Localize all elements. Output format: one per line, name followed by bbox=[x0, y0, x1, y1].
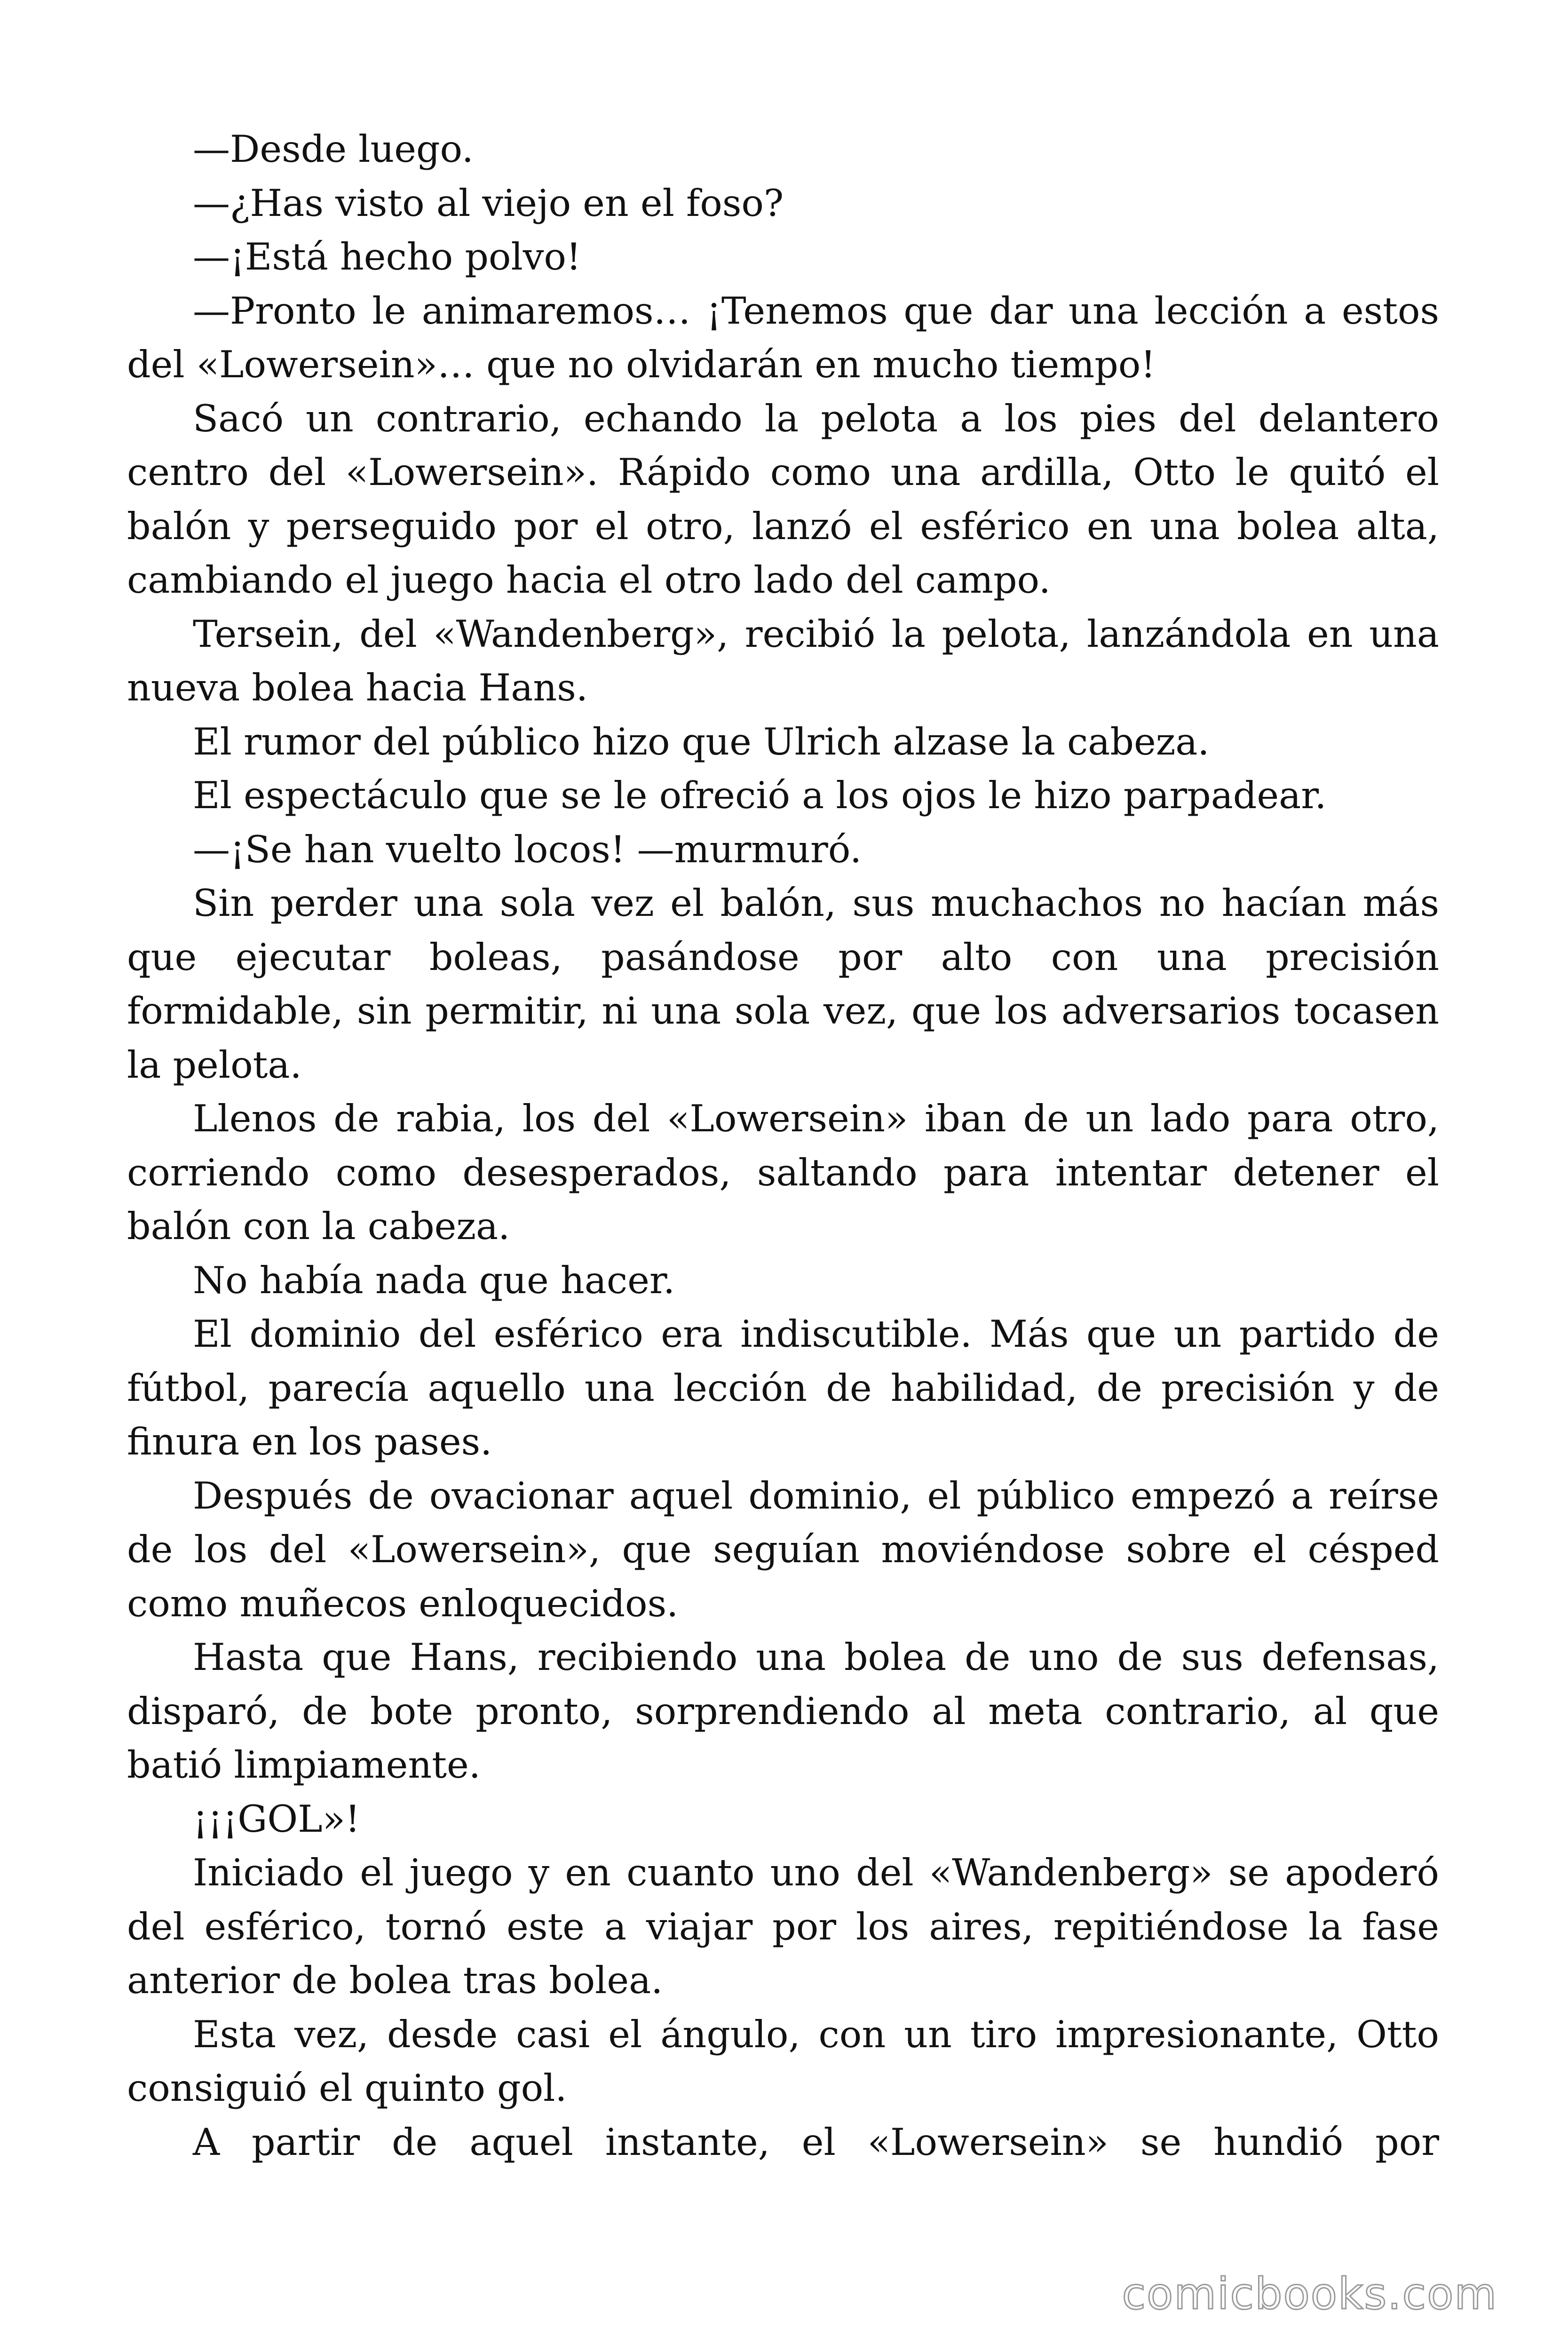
paragraph: ¡¡¡GOL»! bbox=[193, 1797, 360, 1841]
paragraph: —¿Has visto al viejo en el foso? bbox=[193, 181, 784, 225]
paragraph: Tersein, del «Wandenberg», recibió la pelota, lanzándola en una nueva bolea hacia Hans. bbox=[127, 612, 1439, 709]
paragraph: El dominio del esférico era indiscutible. Más que un partido de fútbol, parecía aquello una lección de habilidad, de precisión y de finura en los pases. bbox=[127, 1312, 1439, 1463]
paragraph: Esta vez, desde casi el ángulo, con un tiro impresionante, Otto consiguió el quinto gol. bbox=[127, 2012, 1439, 2110]
paragraph-continues: A partir de aquel instante, el «Lowersein» se hundió por bbox=[193, 2120, 1439, 2164]
paragraph: El espectáculo que se le ofreció a los ojos le hizo parpadear. bbox=[193, 774, 1327, 817]
book-page-body bbox=[127, 122, 1439, 2169]
paragraph: Sacó un contrario, echando la pelota a los pies del delantero centro del «Lowersein». Rápido como una ardilla, Otto le quitó el balón y perseguido por el otro, lanzó el esférico en una bolea alta, cambiando el juego hacia el otro lado del campo. bbox=[127, 397, 1439, 602]
paragraph: No había nada que hacer. bbox=[193, 1258, 675, 1302]
paragraph: Llenos de rabia, los del «Lowersein» iban de un lado para otro, corriendo como desesperados, saltando para intentar detener el balón con la cabeza. bbox=[127, 1097, 1439, 1248]
paragraph: —Desde luego. bbox=[193, 127, 474, 171]
paragraph: Hasta que Hans, recibiendo una bolea de uno de sus defensas, disparó, de bote pronto, sorprendiendo al meta contrario, al que batió limpiamente. bbox=[127, 1636, 1439, 1787]
paragraph: —¡Se han vuelto locos! —murmuró. bbox=[193, 827, 862, 871]
paragraph: Iniciado el juego y en cuanto uno del «Wandenberg» se apoderó del esférico, tornó este a viajar por los aires, repitiéndose la fase anterior de bolea tras bolea. bbox=[127, 1851, 1439, 2002]
paragraph: Después de ovacionar aquel dominio, el público empezó a reírse de los del «Lowersein», que seguían moviéndose sobre el césped como muñecos enloquecidos. bbox=[127, 1474, 1439, 1625]
watermark: comicbooks.com bbox=[1122, 2269, 1497, 2319]
paragraph: —Pronto le animaremos… ¡Tenemos que dar una lección a estos del «Lowersein»… que no olvidarán en mucho tiempo! bbox=[127, 289, 1439, 386]
paragraph: —¡Está hecho polvo! bbox=[193, 235, 581, 278]
paragraph: Sin perder una sola vez el balón, sus muchachos no hacían más que ejecutar boleas, pasándose por alto con una precisión formidable, sin permitir, ni una sola vez, que los adversarios tocasen la pelota. bbox=[127, 882, 1439, 1087]
paragraph: El rumor del público hizo que Ulrich alzase la cabeza. bbox=[193, 720, 1210, 763]
